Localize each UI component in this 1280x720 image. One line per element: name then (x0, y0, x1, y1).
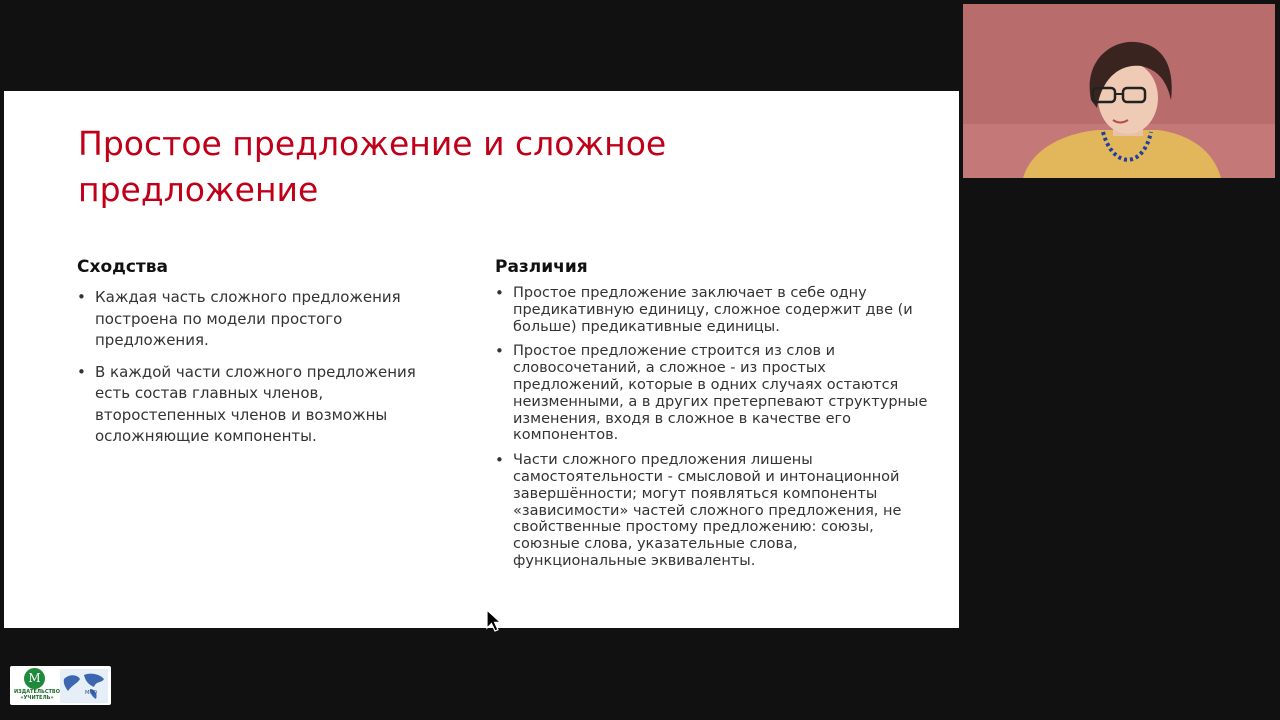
similarities-heading: Сходства (77, 257, 169, 277)
list-item (495, 452, 935, 570)
bullet-icon: • (495, 342, 504, 361)
bullet-icon: • (77, 362, 86, 381)
list-item (495, 343, 935, 444)
list-item (495, 285, 935, 335)
bullet-icon: • (495, 284, 504, 302)
webcam-video (963, 4, 1275, 178)
differences-column (495, 257, 935, 578)
differences-heading: Различия (495, 257, 588, 277)
slide-title: Простое предложение и сложное предложение (78, 124, 667, 209)
similarities-column (77, 257, 447, 458)
list-item-text: Части сложного предложения лишены самостоятельности - смысловой и интонационной завершённости; могут появляться компоненты «зависимости» частей сложного предложения, не свойственные простому предложению: союзы, союзные слова, указательные слова, функциональные эквиваленты. (513, 452, 902, 569)
presenter-image (963, 4, 1275, 178)
world-map-icon (60, 669, 108, 703)
publisher-name-line1: ИЗДАТЕЛЬСТВО (14, 689, 60, 695)
differences-list (495, 285, 935, 570)
list-item-text: В каждой части сложного предложения есть состав главных членов, второстепенных членов и возможны осложняющие компоненты. (95, 362, 416, 445)
publisher-logo (10, 666, 111, 705)
logo-map-label: МПО (85, 690, 98, 696)
publisher-name-line2: «УЧИТЕЛЬ» (20, 695, 54, 701)
publisher-name (12, 689, 62, 701)
list-item-text: Простое предложение строится из слов и словосочетаний, а сложное - из простых предложений, которые в одних случаях остаются неизменными, а в других претерпевают структурные изменения, входя в сложное в качестве его компонентов. (513, 343, 928, 444)
presentation-slide (4, 91, 959, 628)
list-item-text: Простое предложение заключает в себе одну предикативную единицу, сложное содержит две (и больше) предикативные единицы. (513, 285, 913, 335)
list-item-text: Каждая часть сложного предложения построена по модели простого предложения. (95, 288, 401, 349)
mouse-cursor-icon (486, 609, 504, 633)
bullet-icon: • (495, 451, 504, 470)
publisher-emblem-icon: М (24, 668, 45, 689)
list-item (77, 287, 447, 352)
bullet-icon: • (77, 288, 86, 306)
similarities-list (77, 287, 447, 448)
list-item (77, 362, 447, 448)
